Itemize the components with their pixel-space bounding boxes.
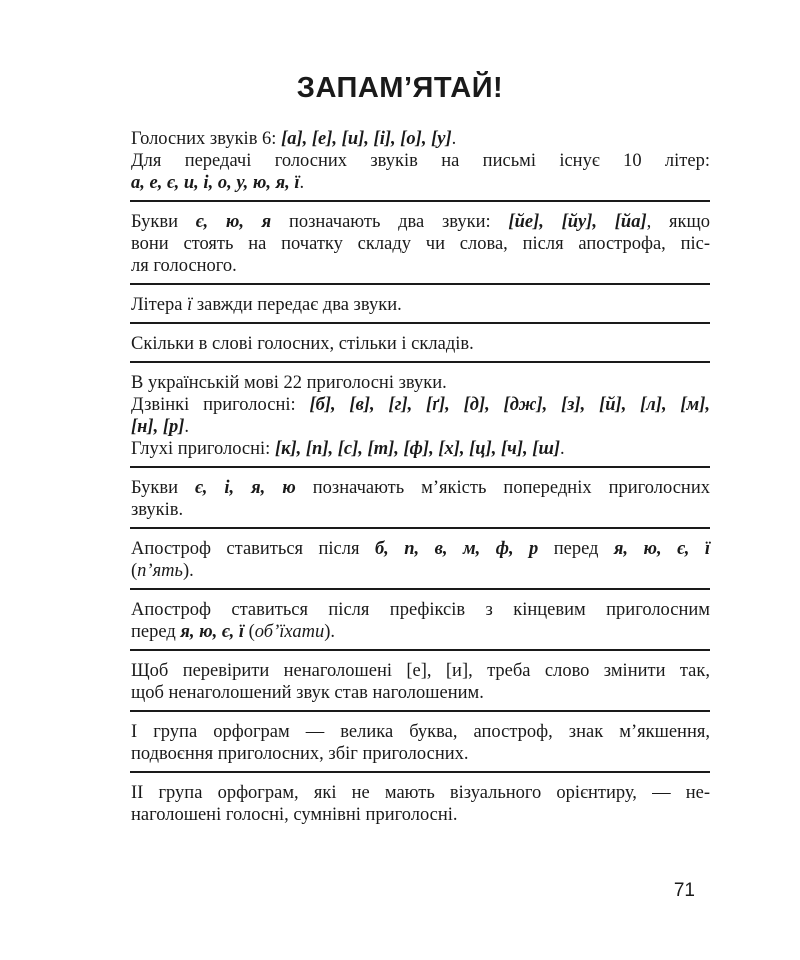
rule-line: а, е, є, и, і, о, у, ю, я, ї. <box>131 173 305 193</box>
section-divider <box>130 322 710 324</box>
section-divider <box>130 710 710 712</box>
rule-apostrophe-labials <box>130 535 710 588</box>
rule-line: Щоб перевірити ненаголошені [е], [и], треба слово змінити так, <box>131 661 710 681</box>
rule-line: Апостроф ставиться після префіксів з кінцевим приголосним <box>131 600 710 620</box>
page-number: 71 <box>673 880 695 901</box>
rule-apostrophe-prefixes <box>130 596 710 649</box>
section-divider <box>130 200 710 202</box>
rule-orthogram-group-2 <box>130 779 710 832</box>
rule-line: Для передачі голосних звуків на письмі існує 10 літер: <box>131 151 710 171</box>
rule-line: ІІ група орфограм, які не мають візуального орієнтиру, — не- <box>131 783 710 803</box>
rule-letter-yi <box>130 291 710 322</box>
rule-line: Букви є, ю, я позначають два звуки: [йе], [йу], [йа], якщо <box>131 212 710 232</box>
section-divider <box>130 283 710 285</box>
rule-line: ля голосного. <box>131 256 237 276</box>
rule-line: [н], [р]. <box>131 417 190 437</box>
rule-consonant-sounds <box>130 369 710 466</box>
rules-list <box>130 128 710 832</box>
rule-line: перед я, ю, є, ї (об’їхати). <box>131 622 336 642</box>
section-divider <box>130 649 710 651</box>
rule-orthogram-group-1 <box>130 718 710 771</box>
section-divider <box>130 771 710 773</box>
rule-line: В українській мові 22 приголосні звуки. <box>131 373 447 393</box>
rule-line: Дзвінкі приголосні: [б], [в], [г], [ґ], [д], [дж], [з], [й], [л], [м], <box>131 395 710 415</box>
rule-line: Голосних звуків 6: [а], [е], [и], [і], [о], [у]. <box>131 129 457 149</box>
section-divider <box>130 527 710 529</box>
rule-line: наголошені голосні, сумнівні приголосні. <box>131 805 458 825</box>
page-title: ЗАПАМ’ЯТАЙ! <box>296 72 504 104</box>
rule-line: І група орфограм — велика буква, апостроф, знак м’якшення, <box>131 722 710 742</box>
rule-iotated-letters <box>130 208 710 283</box>
rule-line: Скільки в слові голосних, стільки і складів. <box>131 334 474 354</box>
section-divider <box>130 466 710 468</box>
rule-unstressed-check <box>130 657 710 710</box>
rule-line: подвоєння приголосних, збіг приголосних. <box>131 744 469 764</box>
rule-line: Букви є, і, я, ю позначають м’якість попередніх приголосних <box>131 478 710 498</box>
rule-line: вони стоять на початку складу чи слова, після апострофа, піс- <box>131 234 710 254</box>
rule-vowel-sounds <box>130 128 710 200</box>
section-divider <box>130 588 710 590</box>
rule-softness <box>130 474 710 527</box>
rule-line: (п’ять). <box>131 561 194 581</box>
rule-syllables <box>130 330 710 361</box>
rule-line: Літера ї завжди передає два звуки. <box>131 295 402 315</box>
rule-line: звуків. <box>131 500 184 520</box>
rule-line: Глухі приголосні: [к], [п], [с], [т], [ф], [х], [ц], [ч], [ш]. <box>131 439 565 459</box>
rule-line: Апостроф ставиться після б, п, в, м, ф, р перед я, ю, є, ї <box>131 539 710 559</box>
section-divider <box>130 361 710 363</box>
rule-line: щоб ненаголошений звук став наголошеним. <box>131 683 484 703</box>
